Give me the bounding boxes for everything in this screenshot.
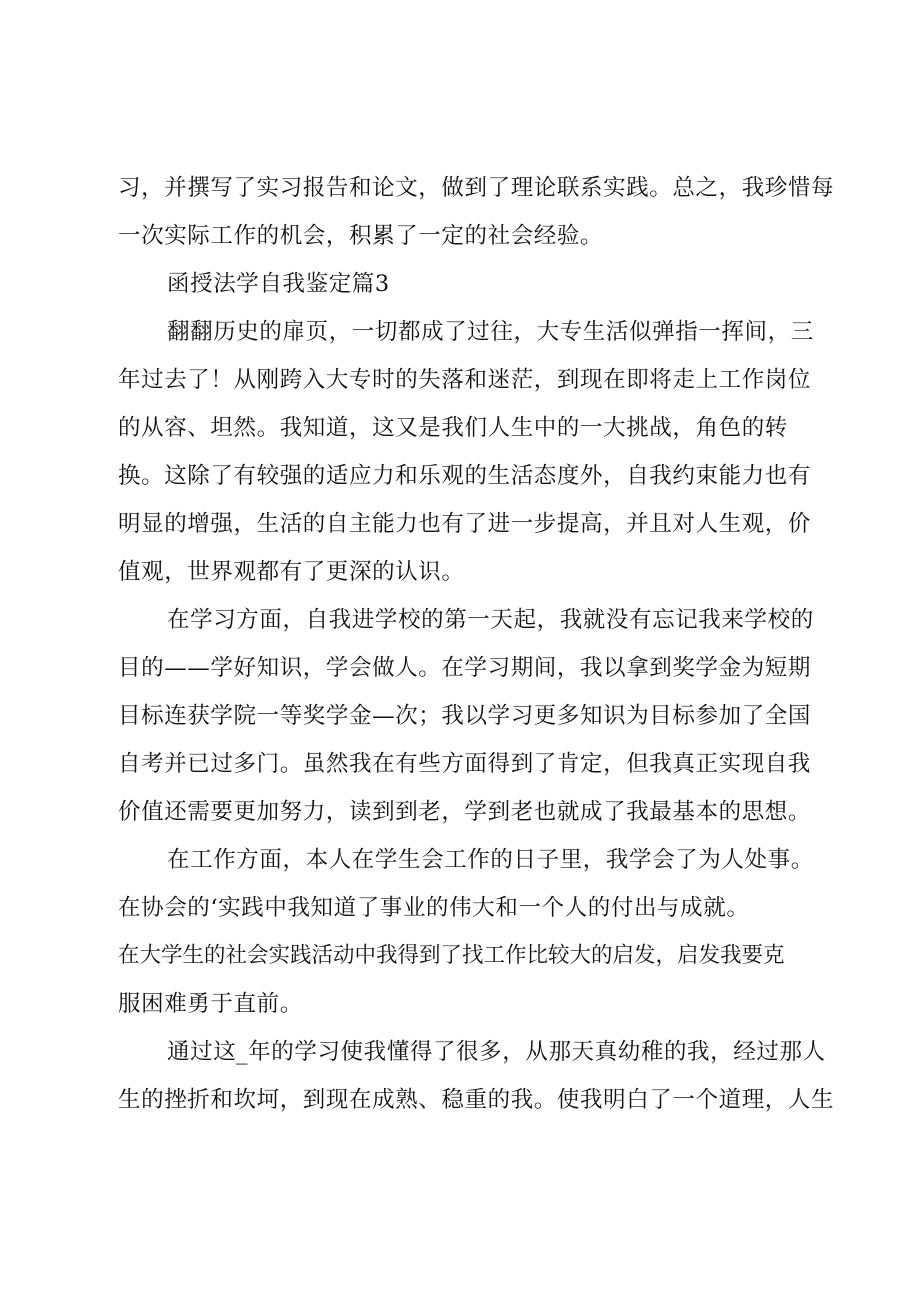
text-line: 明显的增强，生活的自主能力也有了进一步提高，并且对人生观，价 — [118, 511, 812, 537]
text-line: 换。这除了有较强的适应力和乐观的生活态度外，自我约束能力也有 — [118, 463, 812, 489]
text-line: 目的——学好知识，学会做人。在学习期间，我以拿到奖学金为短期 — [118, 655, 812, 681]
text-line: 值观，世界观都有了更深的认识。 — [118, 559, 465, 585]
text-line: 通过这_年的学习使我懂得了很多，从那天真幼稚的我，经过那人 — [167, 1039, 826, 1065]
text-line: 在大学生的社会实践活动中我得到了找工作比较大的启发，启发我要克 — [118, 943, 785, 968]
text-line: 在协会的‘实践中我知道了事业的伟大和一个人的付出与成就。 — [118, 895, 750, 921]
text-line: 生的挫折和坎坷，到现在成熟、稳重的我。使我明白了一个道理，人生 — [118, 1087, 835, 1113]
text-line: 一次实际工作的机会，积累了一定的社会经验。 — [118, 223, 604, 249]
text-line: 在学习方面，自我进学校的第一天起，我就没有忘记我来学校的 — [167, 607, 814, 633]
text-line: 目标连获学院一等奖学金—次；我以学习更多知识为目标参加了全国 — [118, 703, 812, 729]
text-line: 的从容、坦然。我知道，这又是我们人生中的一大挑战，角色的转 — [118, 415, 788, 441]
section-heading: 函授法学自我鉴定篇3 — [167, 271, 390, 297]
text-line: 年过去了！从刚跨入大专时的失落和迷茫，到现在即将走上工作岗位 — [118, 367, 812, 393]
text-line: 自考并已过多门。虽然我在有些方面得到了肯定，但我真正实现自我 — [118, 751, 812, 777]
text-line: 习，并撰写了实习报告和论文，做到了理论联系实践。总之，我珍惜每 — [118, 175, 835, 201]
text-line: 价值还需要更加努力，读到到老，学到老也就成了我最基本的思想。 — [118, 799, 812, 825]
text-line: 翻翻历史的扉页，一切都成了过往，大专生活似弹指一挥间，三 — [167, 319, 814, 345]
text-line: 在工作方面，本人在学生会工作的日子里，我学会了为人处事。 — [167, 847, 814, 873]
text-line: 服困难勇于直前。 — [118, 991, 303, 1017]
